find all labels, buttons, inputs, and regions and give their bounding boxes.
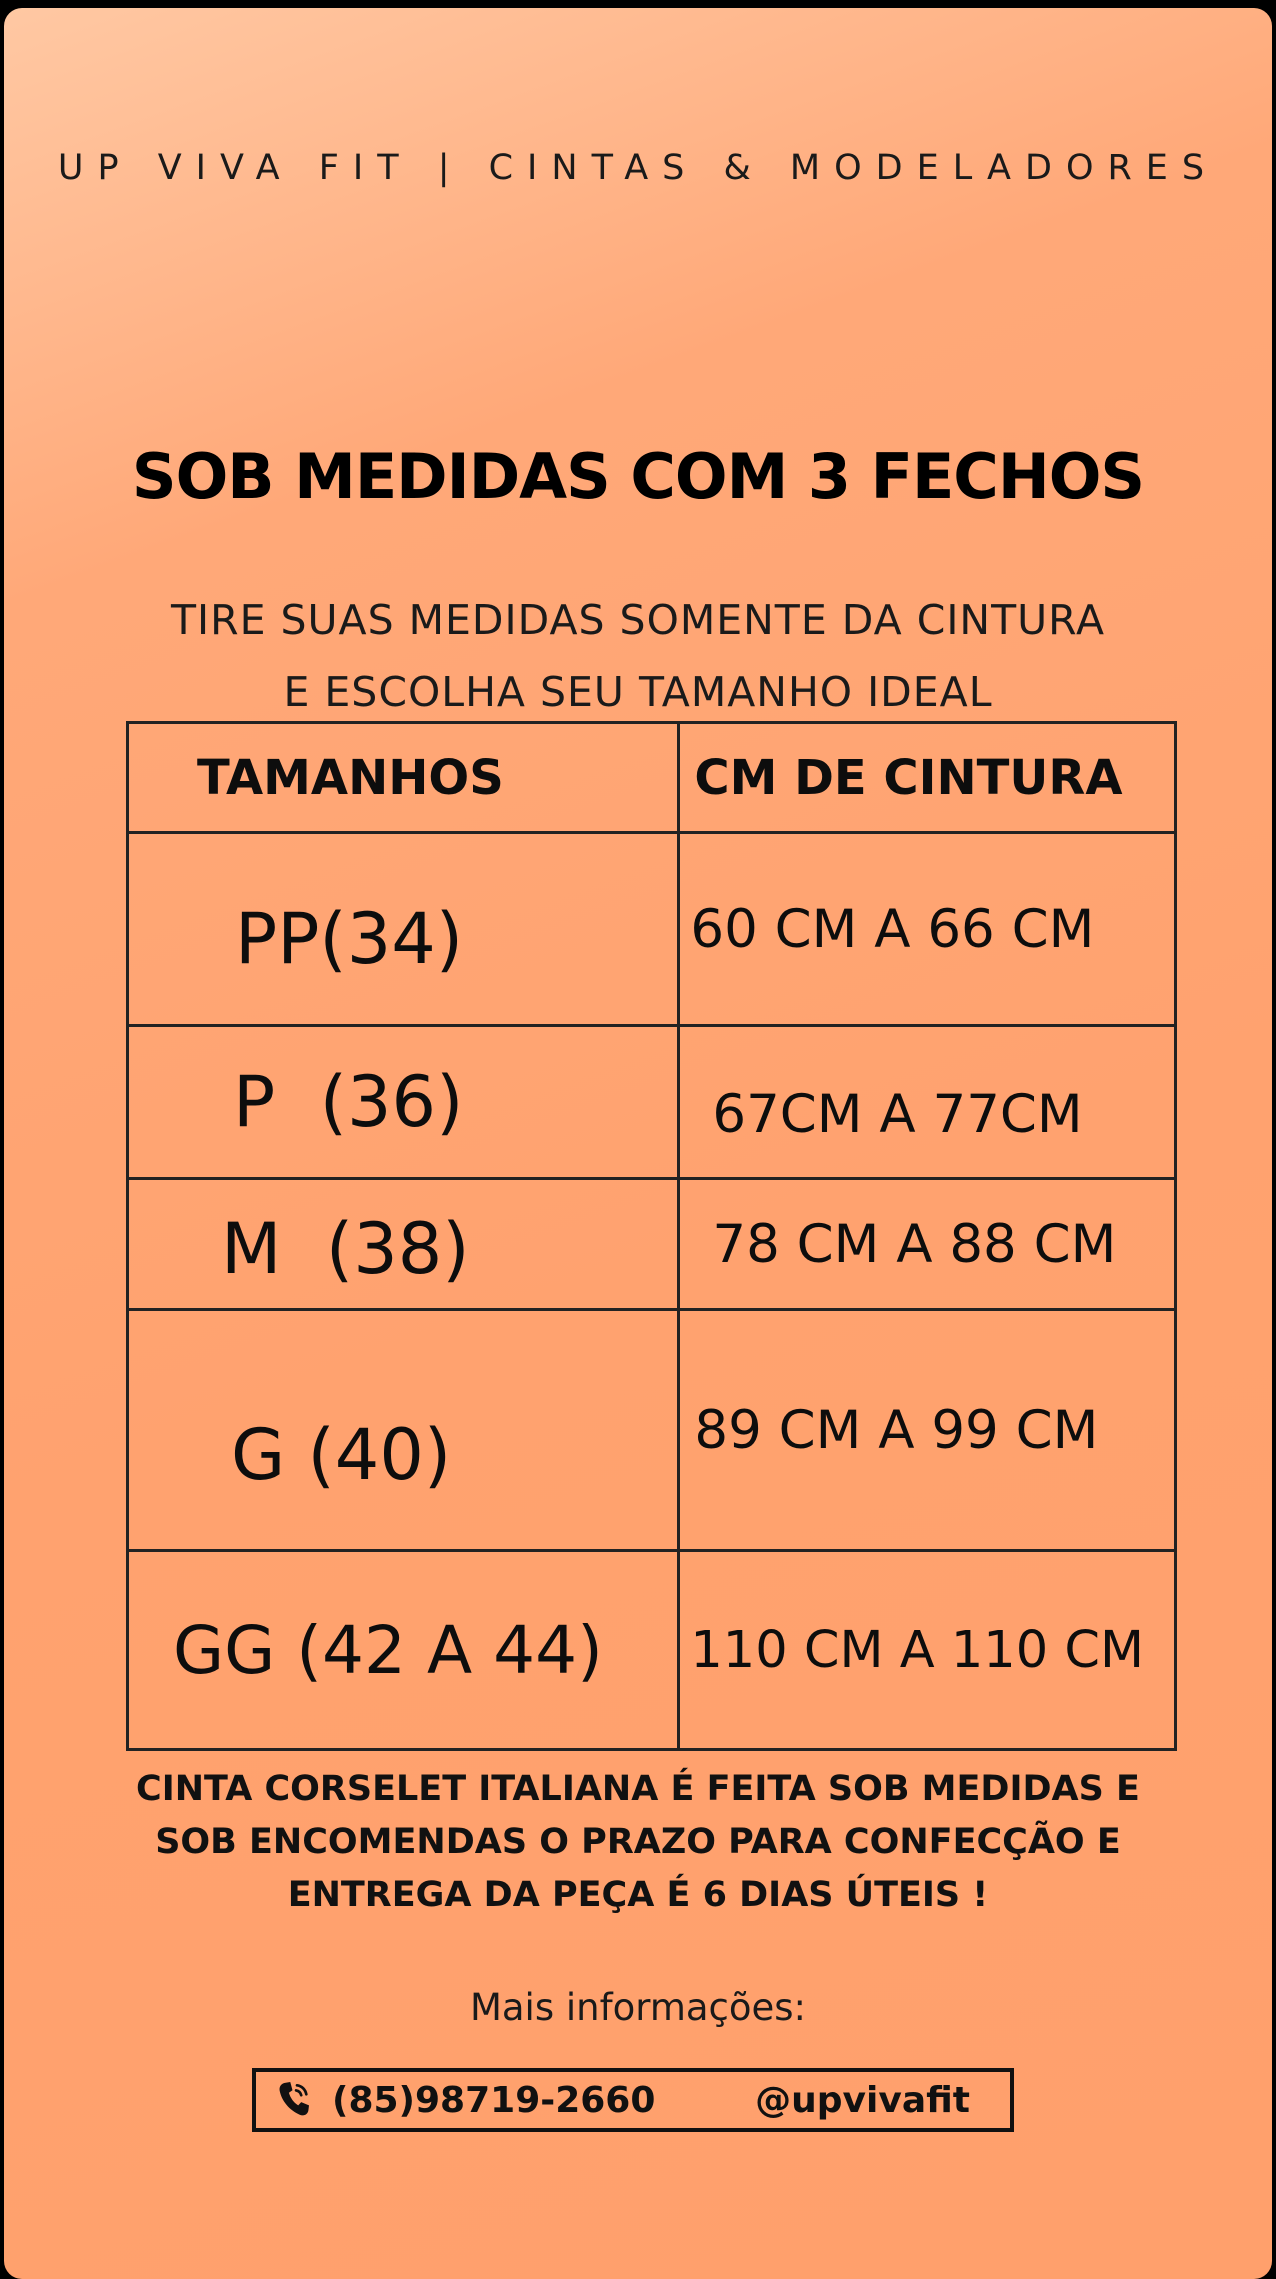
size-cell: G (40) xyxy=(128,1310,679,1551)
table-row xyxy=(128,1551,1176,1750)
table-row xyxy=(128,1179,1176,1310)
phone-number: (85)98719-2660 xyxy=(332,2079,656,2121)
notice-line: SOB ENCOMENDAS O PRAZO PARA CONFECÇÃO E xyxy=(155,1822,1121,1862)
waist-cell: 110 CM A 110 CM xyxy=(679,1551,1176,1750)
notice-line: CINTA CORSELET ITALIANA É FEITA SOB MEDIDAS E xyxy=(136,1769,1140,1809)
waist-cell: 89 CM A 99 CM xyxy=(679,1310,1176,1551)
more-info-label: Mais informações: xyxy=(469,1986,807,2029)
brand-header: UP VIVA FIT | CINTAS & MODELADORES xyxy=(57,148,1219,188)
table-row xyxy=(128,1026,1176,1179)
info-card xyxy=(4,8,1272,2279)
header-sizes: TAMANHOS xyxy=(128,723,679,833)
subtitle-line: TIRE SUAS MEDIDAS SOMENTE DA CINTURA xyxy=(170,596,1106,644)
contact-box xyxy=(252,2068,1014,2132)
table-header-row xyxy=(128,723,1176,833)
social-handle: @upvivafit xyxy=(755,2079,970,2121)
size-cell: P (36) xyxy=(128,1026,679,1179)
size-cell: M (38) xyxy=(128,1179,679,1310)
waist-cell: 67CM A 77CM xyxy=(679,1026,1176,1179)
header-waist-cm: CM DE CINTURA xyxy=(679,723,1176,833)
table-row xyxy=(128,1310,1176,1551)
subtitle xyxy=(4,584,1272,728)
size-cell: GG (42 A 44) xyxy=(128,1551,679,1750)
waist-cell: 78 CM A 88 CM xyxy=(679,1179,1176,1310)
size-table xyxy=(126,721,1177,1751)
page-title: SOB MEDIDAS COM 3 FECHOS xyxy=(131,440,1145,513)
notice-line: ENTREGA DA PEÇA É 6 DIAS ÚTEIS ! xyxy=(287,1875,989,1915)
subtitle-line: E ESCOLHA SEU TAMANHO IDEAL xyxy=(283,668,993,716)
waist-cell: 60 CM A 66 CM xyxy=(679,833,1176,1026)
size-cell: PP(34) xyxy=(128,833,679,1026)
production-notice xyxy=(4,1763,1272,1922)
table-row xyxy=(128,833,1176,1026)
phone-icon xyxy=(276,2080,312,2120)
